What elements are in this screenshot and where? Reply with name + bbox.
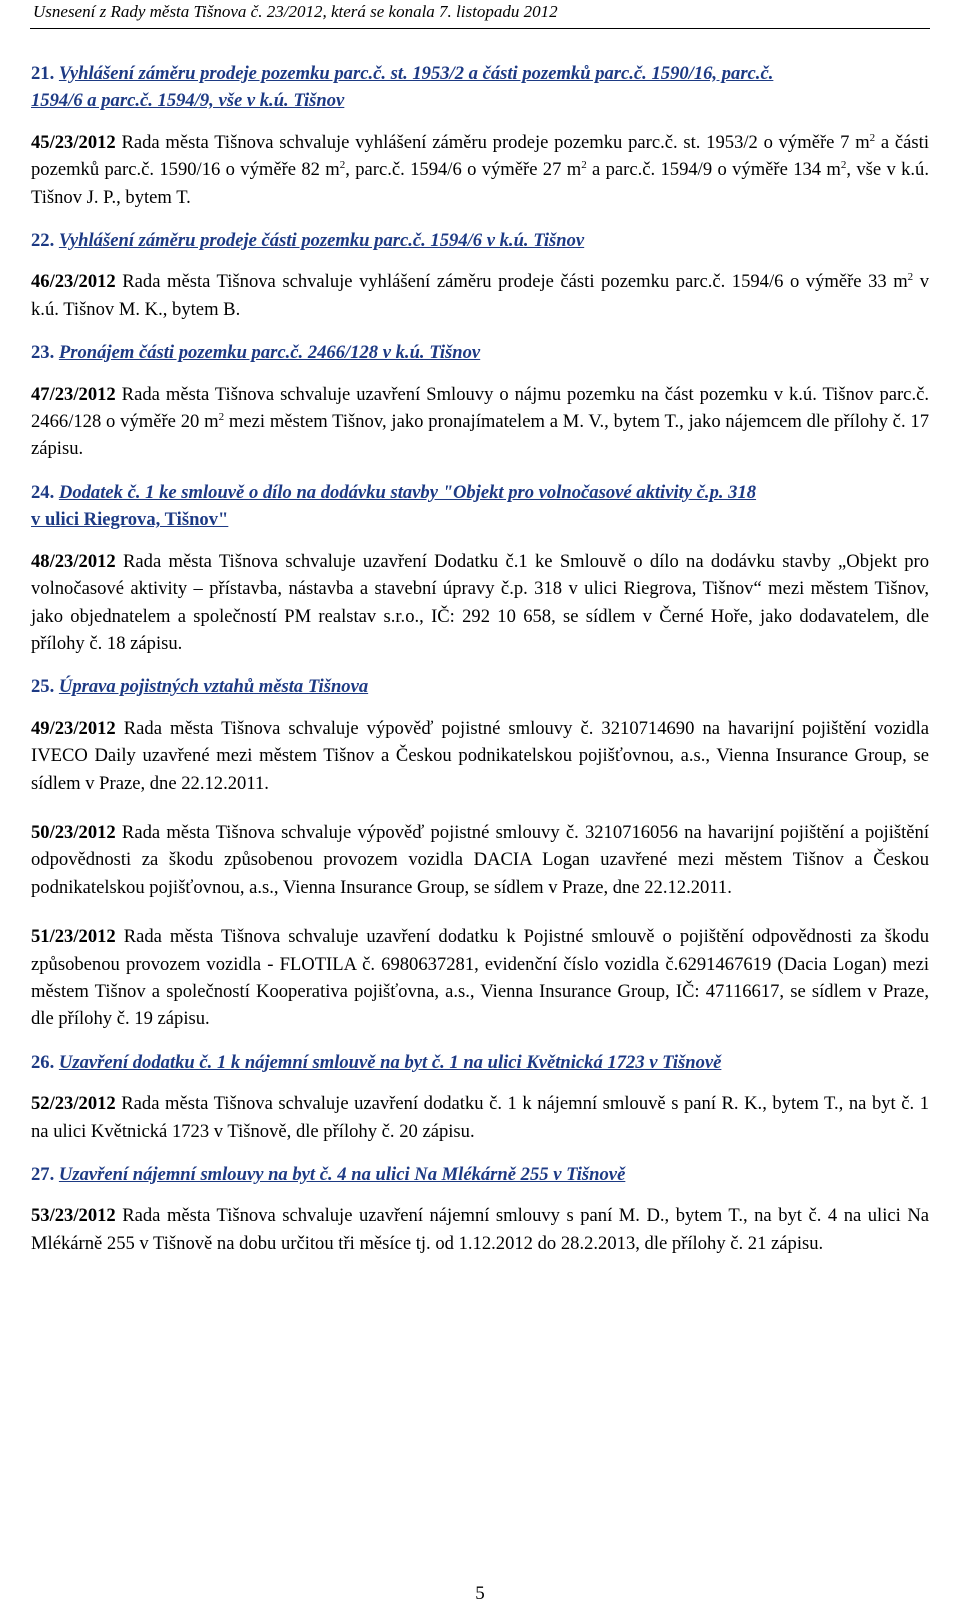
resolution-paragraph <box>31 923 929 1033</box>
document-body <box>31 60 929 1257</box>
section-number: 22. <box>31 230 55 252</box>
section-22 <box>31 227 929 323</box>
section-number: 27. <box>31 1164 55 1185</box>
resolution-id: 45/23/2012 <box>31 131 116 153</box>
section-heading <box>31 1161 929 1188</box>
section-heading <box>31 479 929 534</box>
resolution-paragraph <box>31 1090 929 1145</box>
document-header: Usnesení z Rady města Tišnova č. 23/2012, která se konala 7. listopadu 2012 <box>33 2 558 21</box>
section-24 <box>31 479 929 657</box>
resolution-text: v k.ú. Tišnov M. K., bytem B. <box>31 271 930 320</box>
section-heading <box>31 339 929 366</box>
resolution-text: Rada města Tišnova schvaluje vyhlášení záměru prodeje pozemku parc.č. st. 1953/2 o výměře 7 m <box>115 131 870 153</box>
resolution-text: Rada města Tišnova schvaluje uzavření nájemní smlouvy s paní M. D., bytem T., na byt č. 4 na ulici Na Mlékárně 255 v Tišnově na dobu určitou tři měsíce tj. od 1.12.2012 do 28.2.2013, dle přílohy č. 21 zápisu. <box>31 1205 929 1254</box>
section-21 <box>31 60 929 211</box>
resolution-paragraph <box>31 819 929 901</box>
section-number: 21. <box>31 63 55 84</box>
resolution-id: 52/23/2012 <box>31 1093 116 1115</box>
resolution-text: a části pozemků parc.č. 1590/16 o výměře 82 m <box>31 131 930 181</box>
resolution-id: 48/23/2012 <box>31 550 116 572</box>
resolution-text: a parc.č. 1594/9 o výměře 134 m <box>586 159 841 181</box>
resolution-text: , vše v k.ú. Tišnov J. P., bytem T. <box>31 159 930 208</box>
section-title: Uzavření dodatku č. 1 k nájemní smlouvě na byt č. 1 na ulici Květnická 1723 v Tišnově <box>58 1051 722 1073</box>
resolution-paragraph <box>31 129 929 211</box>
section-heading <box>31 1049 929 1076</box>
resolution-text: mezi městem Tišnov, jako pronajímatelem a M. V., bytem T., jako nájemcem dle přílohy č. 17 zápisu. <box>31 411 929 460</box>
section-title: Vyhlášení záměru prodeje části pozemku parc.č. 1594/6 v k.ú. Tišnov <box>58 230 585 252</box>
section-title: Uzavření nájemní smlouvy na byt č. 4 na ulici Na Mlékárně 255 v Tišnově <box>58 1164 626 1185</box>
section-number: 25. <box>31 676 55 698</box>
resolution-text: Rada města Tišnova schvaluje výpověď pojistné smlouvy č. 3210716056 na havarijní pojištění a pojištění odpovědnosti za škodu způsobenou provozem vozidla DACIA Logan uzavřené mezi městem Tišnov a Českou podnikatelskou pojišťovnou, a.s., Vienna Insurance Group, se sídlem v Praze, dne 22.12.2011. <box>31 821 929 898</box>
resolution-id: 47/23/2012 <box>31 383 116 405</box>
superscript: 2 <box>218 410 225 423</box>
page-number: 5 <box>475 1583 485 1604</box>
section-title: v ulici Riegrova, Tišnov" <box>31 509 229 531</box>
resolution-id: 46/23/2012 <box>31 271 116 293</box>
resolution-text: Rada města Tišnova schvaluje uzavření dodatku č. 1 k nájemní smlouvě s paní R. K., bytem T., na byt č. 1 na ulici Květnická 1723 v Tišnově, dle přílohy č. 20 zápisu. <box>31 1093 929 1142</box>
superscript: 2 <box>840 159 847 172</box>
resolution-text: Rada města Tišnova schvaluje vyhlášení záměru prodeje části pozemku parc.č. 1594/6 o výměře 33 m <box>115 271 908 293</box>
resolution-paragraph <box>31 548 929 658</box>
resolution-id: 51/23/2012 <box>31 926 116 948</box>
section-heading <box>31 227 929 254</box>
resolution-id: 50/23/2012 <box>31 821 116 843</box>
resolution-text: , parc.č. 1594/6 o výměře 27 m <box>345 159 582 181</box>
section-23 <box>31 339 929 463</box>
section-number: 26. <box>31 1051 55 1073</box>
section-27 <box>31 1161 929 1257</box>
resolution-id: 53/23/2012 <box>31 1205 116 1227</box>
resolution-paragraph <box>31 381 929 463</box>
section-heading <box>31 60 929 115</box>
superscript: 2 <box>907 271 914 284</box>
resolution-text: Rada města Tišnova schvaluje uzavření dodatku k Pojistné smlouvě o pojištění odpovědnosti za škodu způsobenou provozem vozidla - FLOTILA č. 6980637281, evidenční číslo vozidla č.6291467619 (Dacia Logan) mezi městem Tišnov a společností Kooperativa pojišťovna, a.s., Vienna Insurance Group, IČ: 47116617, se sídlem v Praze, dle přílohy č. 19 zápisu. <box>31 926 929 1030</box>
resolution-text: Rada města Tišnova schvaluje uzavření Dodatku č.1 ke Smlouvě o dílo na dodávku stavby „Objekt pro volnočasové aktivity – přístavba, nástavba a stavební úpravy č.p. 318 v ulici Riegrova, Tišnov“ mezi městem Tišnov, jako objednatelem a společností PM realstav s.r.o., IČ: 292 10 658, se sídlem v Černé Hoře, jako dodavatelem, dle přílohy č. 18 zápisu. <box>31 550 929 654</box>
section-number: 24. <box>31 481 55 503</box>
header-divider <box>30 28 930 29</box>
resolution-text: Rada města Tišnova schvaluje uzavření Smlouvy o nájmu pozemku na část pozemku v k.ú. Tišnov parc.č. 2466/128 o výměře 20 m <box>31 383 929 433</box>
section-title: Dodatek č. 1 ke smlouvě o dílo na dodávku stavby "Objekt pro volnočasové aktivity č.p. 318 <box>58 481 757 503</box>
resolution-paragraph <box>31 715 929 797</box>
superscript: 2 <box>339 159 346 172</box>
section-number: 23. <box>31 342 55 364</box>
superscript: 2 <box>869 131 876 144</box>
section-25 <box>31 673 929 1032</box>
resolution-paragraph <box>31 1202 929 1257</box>
superscript: 2 <box>581 159 587 172</box>
section-title: 1594/6 a parc.č. 1594/9, vše v k.ú. Tišnov <box>31 90 345 112</box>
resolution-paragraph <box>31 268 929 323</box>
section-title: Úprava pojistných vztahů města Tišnova <box>58 676 369 698</box>
resolution-id: 49/23/2012 <box>31 717 116 739</box>
section-heading <box>31 673 929 700</box>
section-title: Vyhlášení záměru prodeje pozemku parc.č. st. 1953/2 a části pozemků parc.č. 1590/16, parc.č. <box>58 63 774 84</box>
resolution-text: Rada města Tišnova schvaluje výpověď pojistné smlouvy č. 3210714690 na havarijní pojištění vozidla IVECO Daily uzavřené mezi městem Tišnov a Českou podnikatelskou pojišťovnou, a.s., Vienna Insurance Group, se sídlem v Praze, dne 22.12.2011. <box>31 717 929 794</box>
section-title: Pronájem části pozemku parc.č. 2466/128 v k.ú. Tišnov <box>58 342 481 364</box>
section-26 <box>31 1049 929 1145</box>
